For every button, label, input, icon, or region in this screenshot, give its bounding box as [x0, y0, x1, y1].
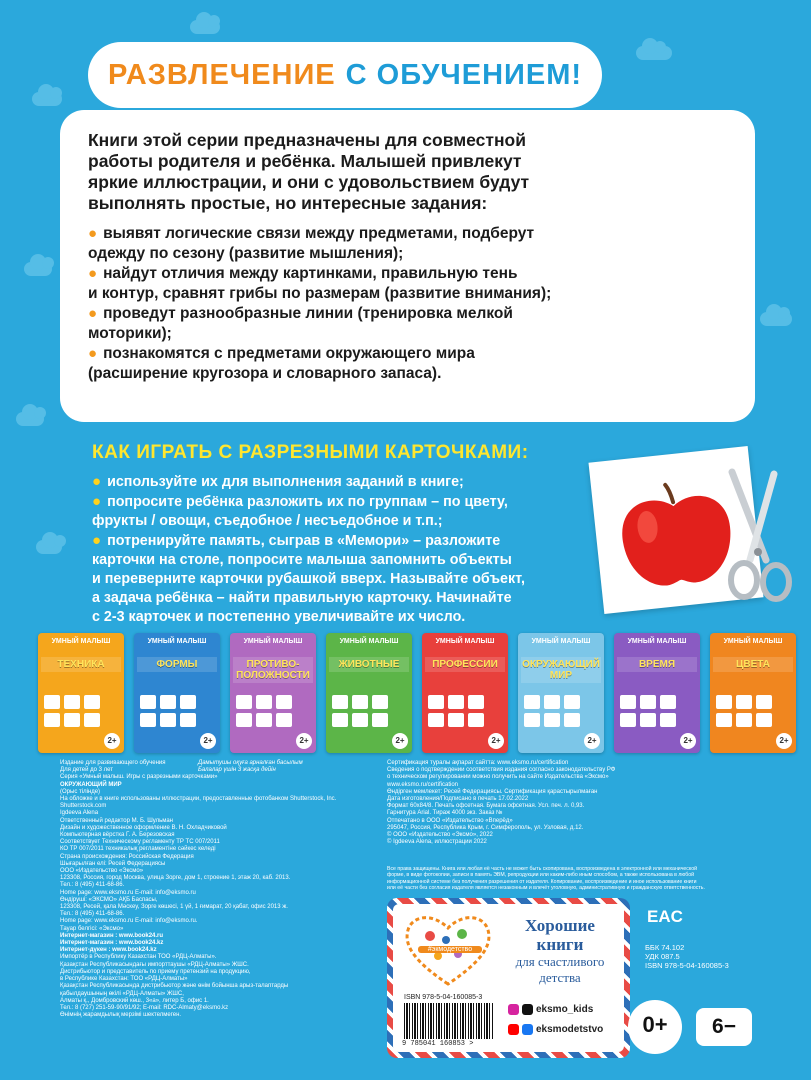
skills-list [88, 224, 727, 384]
imprint-line: Ответственный редактор М. Б. Шульман [60, 817, 173, 824]
bullet-dot-icon: ● [92, 493, 102, 510]
book-age-badge: 2+ [200, 733, 216, 749]
title-word-2: С ОБУЧЕНИЕМ! [345, 58, 583, 91]
imprint-line: Алматы қ., Домбровский көш., 3«а», литер Б, офис 1. [60, 997, 209, 1004]
imprint-line: Igdeeva Alena [60, 810, 99, 817]
imprint-line: 123308, Ресей, қала Мәскеу, Зорге көшесі, 1 үй, 1 ғимарат, 20 қабат, офис 2013 ж. [60, 904, 288, 911]
imprint-line: Компьютерная вёрстка Г. А. Березовская [60, 832, 175, 839]
imprint-line: Дата изготовления/Подписано в печать 17.02.2022 [387, 796, 529, 803]
imprint-line: Тел.: 8 (495) 411-68-86. [60, 882, 125, 889]
bbk-code: ББК 74.102 [645, 943, 685, 952]
book-series: УМНЫЙ МАЛЫШ [51, 638, 111, 645]
imprint-line: Интернет-магазин : www.book24.ru [60, 932, 164, 939]
imprint-line: © ООО «Издательство «Эксмо», 2022 [387, 832, 493, 839]
book-age-badge: 2+ [584, 733, 600, 749]
imprint-line: в Республике Казахстан: ТОО «РДЦ-Алматы» [60, 976, 188, 983]
social-link-detstvo[interactable] [508, 1024, 603, 1035]
imprint-line: қабылдаушының өкілі «РДЦ-Алматы» ЖШС, [60, 990, 184, 997]
imprint-line: 295047, Россия, Республика Крым, г. Симферополь, ул. Узловая, д.12. [387, 824, 584, 831]
book-tiles [44, 695, 100, 727]
facebook-icon [522, 1024, 533, 1035]
intro-line: работы родителя и ребёнка. Малышей привлекут [88, 151, 522, 171]
isbn-label: ISBN 978-5-04-160085-3 [404, 994, 483, 1001]
imprint-line: Өндіруші: «ЭКСМО» АҚБ Баспасы, [60, 896, 158, 903]
promo-line: книги [536, 935, 584, 954]
book-cover [134, 633, 220, 753]
imprint-line: Шығарылған елі: Ресей Федерациясы [60, 860, 166, 867]
book-cover [710, 633, 796, 753]
imprint-line: ОКРУЖАЮЩИЙ МИР [60, 781, 122, 788]
intro-line: Книги этой серии предназначены для совместной [88, 130, 527, 150]
tiktok-icon [522, 1004, 533, 1015]
isbn-code: ISBN 978-5-04-160085-3 [645, 960, 729, 970]
imprint-line: На обложке и в книге использованы иллюстрации, предоставленные фотобанком Shutterstock, Inc. [60, 796, 337, 803]
promo-line: для счастливого [515, 954, 605, 969]
book-age-badge: 2+ [104, 733, 120, 749]
book-age-badge: 2+ [296, 733, 312, 749]
cloud-decoration [16, 412, 44, 426]
promo-line: детства [539, 970, 581, 985]
imprint-line: о техническом регулировании можно получить на сайте Издательства «Эксмо» [387, 774, 609, 781]
imprint-line: Для детей до 3 лет [60, 767, 114, 774]
book-title: ТЕХНИКА [41, 657, 121, 672]
cloud-decoration [32, 92, 62, 106]
book-cover [230, 633, 316, 753]
rights-line: или её части без согласия издателя является незаконным и влечёт уголовную, административную и гражданскую ответственность. [387, 885, 705, 892]
imprint-line: Дистрибьютор и представитель по приему претензий на продукцию, [60, 968, 251, 975]
book-title: ПРОФЕССИИ [425, 657, 505, 672]
book-series: УМНЫЙ МАЛЫШ [243, 638, 303, 645]
howto-line: ● используйте их для выполнения заданий в книге; [92, 473, 464, 490]
bullet-dot-icon: ● [88, 225, 98, 242]
barcode [404, 1003, 494, 1039]
imprint-line: Тел.: 8 (727) 251-59-90/91/92; E-mail: RDC-Almaty@eksmo.kz [60, 1004, 229, 1011]
age-rating: 0+ [642, 1012, 668, 1037]
cloud-decoration [36, 540, 62, 554]
imprint-line: Интернет-дүкен : www.book24.kz [60, 947, 157, 954]
list-item-cont: (расширение кругозора и словарного запаса). [88, 365, 442, 382]
book-age-badge: 2+ [488, 733, 504, 749]
book-title: ОКРУЖАЮЩИЙ МИР [522, 659, 600, 681]
age-limit-badge: 6− [696, 1008, 752, 1046]
book-age-badge: 2+ [392, 733, 408, 749]
imprint-line: Гарнитура Arial. Тираж 4000 экз. Заказ № [387, 810, 503, 817]
rights-line: информационной системе без получения разрешения от издателя. Копирование, воспроизведение и иное использование книги [387, 878, 697, 885]
imprint-line: КО ТР 007/2011 техникалық регламентіне сәйкес келеді [60, 846, 216, 853]
book-tiles [620, 695, 676, 727]
imprint-line: Соответствует Техническому регламенту ТР ТС 007/2011 [60, 839, 220, 846]
intro-text [88, 130, 727, 214]
imprint-line: Сертификация туралы ақпарат сайтта: www.eksmo.ru/certification [387, 760, 569, 766]
book-title: ФОРМЫ [137, 657, 217, 672]
howto-line: и переверните карточки рубашкой вверх. Называйте объект, [92, 571, 525, 587]
howto-line: ● попросите ребёнка разложить их по группам – по цвету, [92, 493, 508, 510]
eac-mark: EAC [647, 907, 683, 926]
book-title: ЖИВОТНЫЕ [329, 657, 409, 672]
youtube-icon [508, 1024, 519, 1035]
cloud-decoration [636, 46, 672, 60]
imprint-line: Серия «Умный малыш. Игры с разрезными карточками» [60, 774, 218, 781]
list-item-cont: и контур, сравнят грибы по размерам (развитие внимания); [88, 285, 552, 302]
book-tiles [428, 695, 484, 727]
age-rating-badge [628, 1000, 682, 1054]
imprint-line: 123308, Россия, город Москва, улица Зорге, дом 1, строение 1, этаж 20, каб. 2013. [60, 875, 291, 882]
book-tiles [236, 695, 292, 727]
book-series: УМНЫЙ МАЛЫШ [339, 638, 399, 645]
cloud-decoration [190, 20, 220, 34]
imprint-line: Импортёр в Республику Казахстан ТОО «РДЦ-Алматы». [60, 954, 217, 961]
imprint-line: Shutterstock.com [60, 803, 107, 810]
instagram-icon [508, 1004, 519, 1015]
imprint-line: Қазақстан Республикасындағы импорттаушы «РДЦ-Алматы» ЖШС. [60, 961, 249, 968]
howto-line: фрукты / овощи, съедобное / несъедобное и т.п.; [92, 513, 443, 529]
book-cover [422, 633, 508, 753]
imprint-line: www.eksmo.ru/certification [387, 781, 459, 788]
howto-line: карточки на столе, попросите малыша запомнить объекты [92, 552, 512, 568]
book-cover [518, 633, 604, 753]
scissors-icon [718, 468, 798, 608]
rights-notice [387, 866, 777, 892]
intro-line: выполнять простые, но интересные задания: [88, 193, 488, 213]
barcode-number: 9 785041 160853 > [402, 1040, 474, 1048]
book-tiles [716, 695, 772, 727]
cloud-decoration [760, 312, 792, 326]
list-item-cont: одежду по сезону (развитие мышления); [88, 245, 404, 262]
imprint-line: (Орыс тілінде) [60, 788, 101, 795]
book-cover [326, 633, 412, 753]
list-item: ● найдут отличия между картинками, правильную тень [88, 265, 518, 282]
bullet-dot-icon: ● [88, 265, 98, 282]
imprint-line: Тел.: 8 (495) 411-68-86. [60, 911, 125, 918]
bullet-dot-icon: ● [88, 305, 98, 322]
heart-label: #экмодетство [418, 946, 482, 953]
book-tiles [140, 695, 196, 727]
imprint-line: Страна происхождения: Российская Федерация [60, 853, 194, 860]
imprint-line: Home page: www.eksmo.ru E-mail: info@eksmo.ru. [60, 918, 198, 925]
bullet-dot-icon: ● [92, 532, 102, 549]
howto-title: КАК ИГРАТЬ С РАЗРЕЗНЫМИ КАРТОЧКАМИ: [92, 442, 529, 463]
list-item: ● познакомятся с предметами окружающего мира [88, 345, 475, 362]
cloud-decoration [24, 262, 52, 276]
imprint-line: ООО «Издательство «Эксмо» [60, 868, 144, 875]
promo-line: Хорошие [525, 916, 595, 935]
intro-card [60, 110, 755, 422]
imprint-line: Балалар үшін 3 жасқа дейін [198, 767, 276, 774]
imprint-line: Өндірген мемлекет: Ресей Федерациясы. Сертификация қарастырылмаған [387, 788, 598, 795]
howto-line: ● потренируйте память, сыграв в «Мемори» – разложите [92, 532, 501, 549]
book-series: УМНЫЙ МАЛЫШ [531, 638, 591, 645]
imprint-line: Тауар белгісі: «Эксмо» [60, 925, 124, 932]
book-title: ВРЕМЯ [617, 657, 697, 672]
imprint-left [60, 760, 380, 1019]
imprint-line: Отпечатано в ООО «Издательство «Вперёд» [387, 817, 513, 824]
book-cover [614, 633, 700, 753]
rights-line: форме, в виде фотокопии, записи в память ЭВМ, репродукции или каким-либо иным способом, а также использована в любой [387, 872, 695, 879]
title-word-1: РАЗВЛЕЧЕНИЕ [107, 58, 336, 91]
imprint-line: Издание для развивающего обучения [60, 760, 166, 766]
howto-list [92, 472, 560, 627]
imprint-line: Интернет-магазин : www.book24.kz [60, 940, 164, 947]
book-series: УМНЫЙ МАЛЫШ [627, 638, 687, 645]
social-link-kids[interactable] [508, 1004, 593, 1015]
book-title: ЦВЕТА [713, 657, 793, 672]
book-tiles [524, 695, 580, 727]
social-handle: eksmodetstvo [536, 1024, 604, 1035]
imprint-line: Өнімнің жарамдылық мерзімі шектелмеген. [60, 1012, 182, 1019]
imprint-line: Формат 60x84/8. Печать офсетная. Бумага офсетная. Усл. печ. л. 0,93. [387, 803, 585, 810]
rights-line: Все права защищены. Книга или любая её часть не может быть скопирована, воспроизведена в электронной или механической [387, 866, 698, 872]
imprint-right [387, 760, 757, 846]
imprint-mid [198, 760, 378, 774]
imprint-line: © Igdeeva Alena, иллюстрации 2022 [387, 839, 487, 846]
book-tiles [332, 695, 388, 727]
page-title [88, 42, 602, 108]
imprint-line: Дизайн и художественное оформление В. Н. Охладчиковой [60, 824, 227, 831]
book-age-badge: 2+ [776, 733, 792, 749]
book-title: ПРОТИВО-ПОЛОЖНОСТИ [233, 657, 313, 683]
catalog-codes [645, 944, 729, 970]
intro-line: яркие иллюстрации, и они с удовольствием будут [88, 172, 530, 192]
bullet-dot-icon: ● [92, 473, 102, 490]
imprint-line: Home page: www.eksmo.ru E-mail: info@eksmo.ru [60, 889, 196, 896]
howto-line: с 2-3 карточек и постепенно увеличивайте их число. [92, 609, 466, 625]
list-item: ● проведут разнообразные линии (тренировка мелкой [88, 305, 513, 322]
imprint-line: Қазақстан Республикасында дистрибьютор және өнім бойынша арыз-талаптарды [60, 983, 289, 990]
book-series: УМНЫЙ МАЛЫШ [723, 638, 783, 645]
imprint-line: Дамытушы оқуға арналған басылым [198, 760, 303, 766]
book-series-row [38, 633, 796, 753]
book-series: УМНЫЙ МАЛЫШ [147, 638, 207, 645]
book-age-badge: 2+ [680, 733, 696, 749]
list-item-cont: моторики); [88, 325, 172, 342]
social-handle: eksmo_kids [536, 1004, 594, 1015]
imprint-line: Сведения о подтверждении соответствия издания согласно законодательству РФ [387, 767, 616, 774]
list-item: ● выявят логические связи между предметами, подберут [88, 225, 535, 242]
promo-slogan [498, 916, 622, 986]
bullet-dot-icon: ● [88, 345, 98, 362]
book-cover [38, 633, 124, 753]
udk-code: УДК 087.5 [645, 951, 680, 961]
howto-line: а задача ребёнка – найти правильную карточку. Начинайте [92, 590, 512, 606]
book-series: УМНЫЙ МАЛЫШ [435, 638, 495, 645]
